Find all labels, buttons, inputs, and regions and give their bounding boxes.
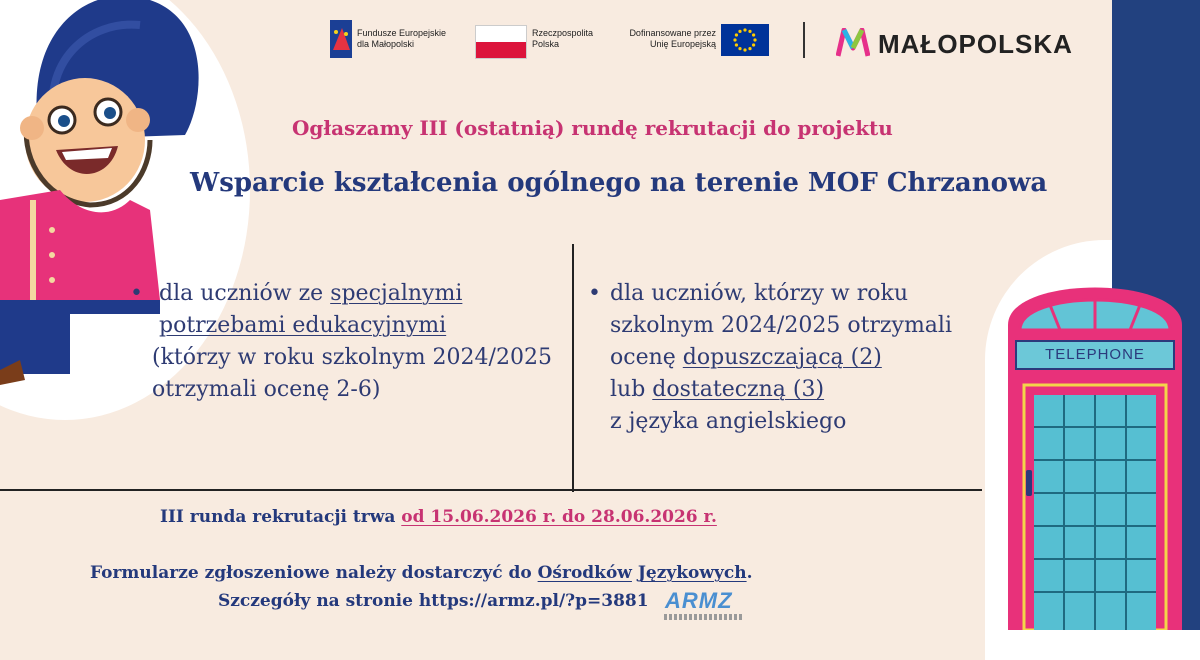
forms-info: Formularze zgłoszeniowe należy dostarczyć do Ośrodków Językowych. [90,563,753,583]
logo-separator [803,22,805,58]
left-line-1: dla uczniów ze specjalnymi [159,281,463,306]
rp-logo-text: Rzeczpospolita Polska [532,28,594,49]
bullet-icon: • [588,281,601,306]
malopolska-logo-icon [836,28,870,58]
right-line-5: z języka angielskiego [610,409,847,434]
ue-logo-text: Dofinansowane przez Unię Europejską [629,28,716,49]
project-title: Wsparcie kształcenia ogólnego na terenie MOF Chrzanowa [190,168,1048,198]
right-line-3: ocenę dopuszczającą (2) [610,345,882,370]
left-line-4: otrzymali ocenę 2-6) [152,377,381,402]
column-divider [572,244,574,492]
bullet-icon: • [130,281,143,306]
malopolska-wordmark: MAŁOPOLSKA [878,29,1073,59]
fe-logo-text: Fundusze Europejskie dla Małopolski [357,28,447,49]
announcement-heading: Ogłaszamy III (ostatnią) rundę rekrutacji do projektu [292,116,893,140]
language-centers-link[interactable]: Ośrodków [537,563,632,583]
left-line-3: (którzy w roku szkolnym 2024/2025 [152,345,552,370]
armz-logo: ARMZ [665,588,733,613]
right-criteria [588,278,980,438]
telephone-sign: TELEPHONE [1045,346,1145,363]
section-divider [0,489,982,491]
eu-flag-icon [721,24,769,56]
right-line-2: szkolnym 2024/2025 otrzymali [610,313,952,338]
right-line-4: lub dostateczną (3) [610,377,825,402]
left-line-2: potrzebami edukacyjnymi [159,313,447,338]
telephone-booth-icon [1000,255,1190,630]
poland-flag-icon [475,25,527,59]
right-line-1: dla uczniów, którzy w roku [610,281,908,306]
details-url[interactable]: Szczegóły na stronie https://armz.pl/?p=3881 [218,591,649,611]
left-criteria [130,278,572,406]
language-centers-link-2[interactable]: Językowych [637,563,747,583]
fundusze-europejskie-logo-icon [330,20,352,58]
armz-logo-tagline [664,614,744,620]
recruitment-dates-range: od 15.06.2026 r. do 28.06.2026 r. [401,507,717,527]
recruitment-dates: III runda rekrutacji trwa od 15.06.2026 r. do 28.06.2026 r. [160,507,717,527]
